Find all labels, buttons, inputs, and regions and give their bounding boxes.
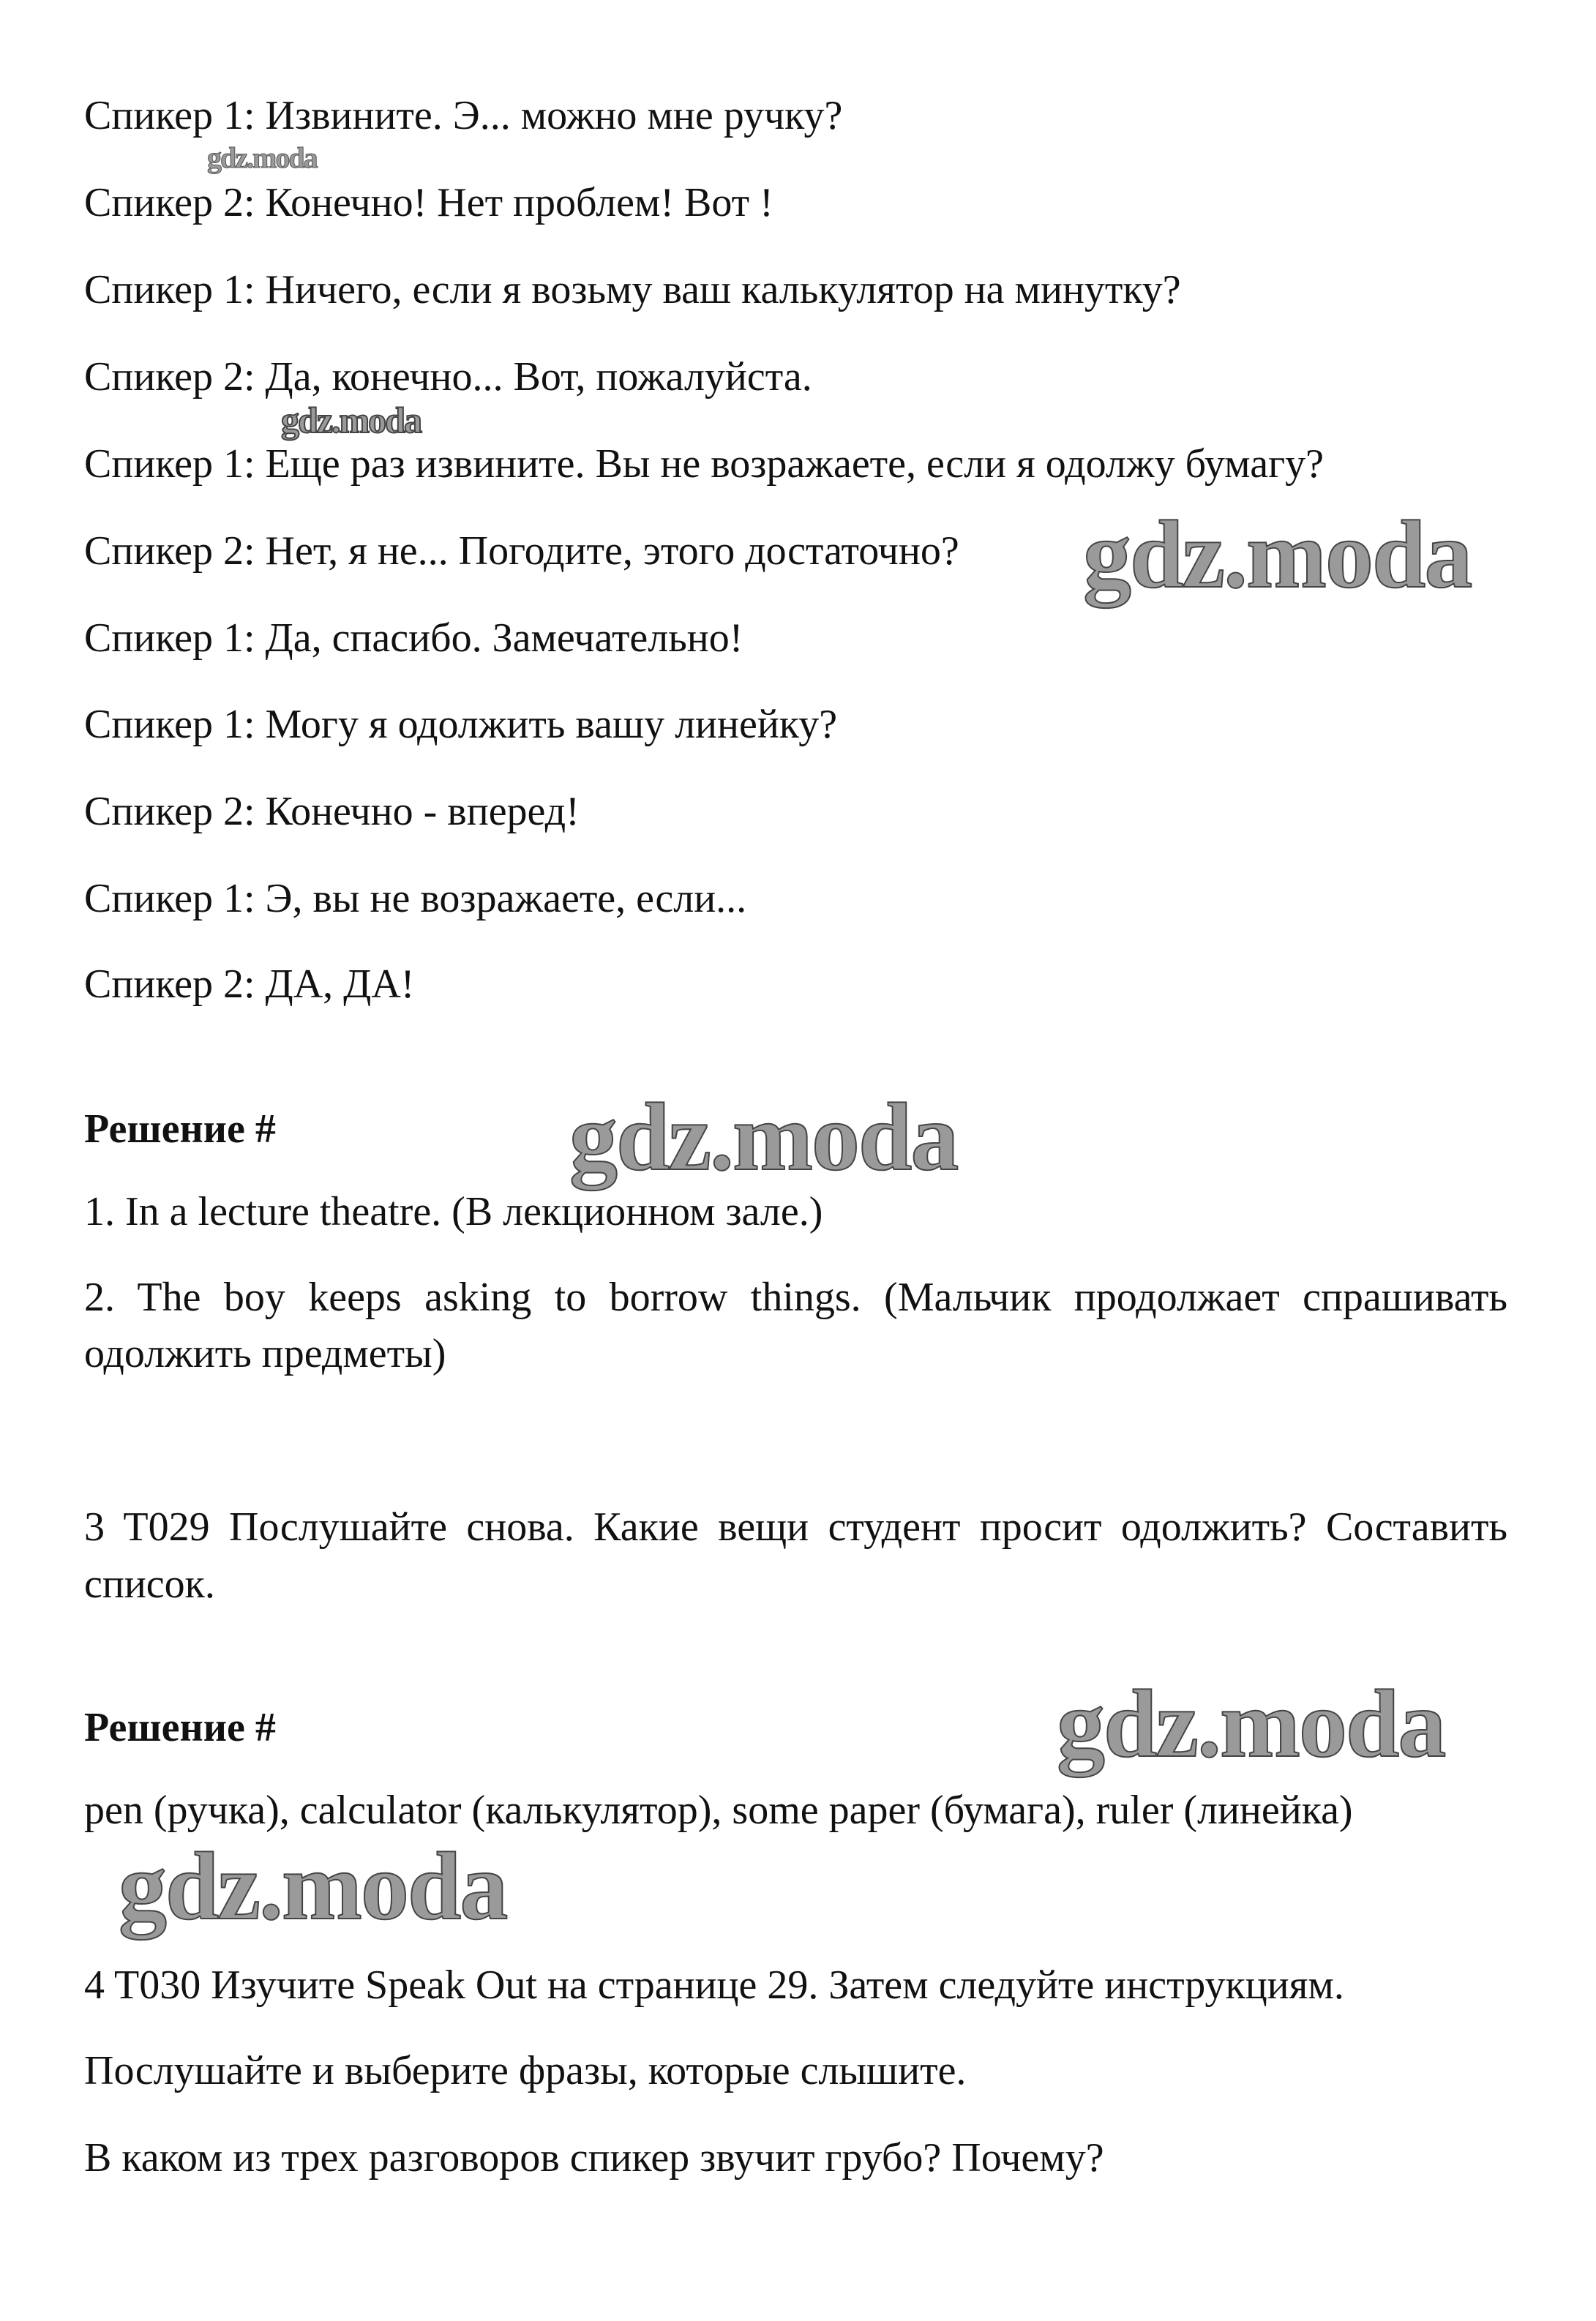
dialogue-line: Спикер 2: Да, конечно... Вот, пожалуйста. [84,354,812,400]
answer-1: 1. In a lecture theatre. (В лекционном зале.) [84,1189,823,1234]
task-3-line-1: 3 T029 Послушайте снова. Какие вещи студент просит одолжить? Составить [84,1504,1507,1550]
watermark: gdz.moda [207,141,317,174]
watermark: gdz.moda [569,1083,958,1191]
dialogue-line: Спикер 1: Э, вы не возражаете, если... [84,876,747,921]
dialogue-line: Спикер 1: Ничего, если я возьму ваш калькулятор на минутку? [84,267,1181,312]
watermark: gdz.moda [119,1832,507,1940]
dialogue-line: Спикер 1: Могу я одолжить вашу линейку? [84,702,838,747]
answer-2-line-2: одолжить предметы) [84,1331,446,1376]
task-4-line-2: Послушайте и выберите фразы, которые слышите. [84,2048,967,2093]
dialogue-line: Спикер 1: Еще раз извините. Вы не возражаете, если я одолжу бумагу? [84,441,1324,487]
watermark: gdz.moda [1057,1670,1445,1777]
task-4-line-1: 4 T030 Изучите Speak Out на странице 29. Затем следуйте инструкциям. [84,1962,1344,2008]
dialogue-line: Спикер 1: Извините. Э... можно мне ручку? [84,93,843,138]
dialogue-line: Спикер 2: ДА, ДА! [84,961,415,1007]
dialogue-line: Спикер 1: Да, спасибо. Замечательно! [84,615,743,661]
watermark: gdz.moda [1083,500,1472,608]
dialogue-line: Спикер 2: Конечно! Нет проблем! Вот ! [84,180,773,225]
dialogue-line: Спикер 2: Конечно - вперед! [84,789,580,834]
task-4-line-3: В каком из трех разговоров спикер звучит грубо? Почему? [84,2135,1104,2181]
watermark: gdz.moda [281,400,421,440]
solution-heading: Решение # [84,1705,276,1750]
answer-2-line-1: 2. The boy keeps asking to borrow things. (Мальчик продолжает спрашивать [84,1275,1507,1320]
dialogue-line: Спикер 2: Нет, я не... Погодите, этого достаточно? [84,528,959,574]
task-3-line-2: список. [84,1561,215,1607]
solution-heading: Решение # [84,1106,276,1152]
solution-answer: pen (ручка), calculator (калькулятор), some paper (бумага), ruler (линейка) [84,1788,1353,1833]
